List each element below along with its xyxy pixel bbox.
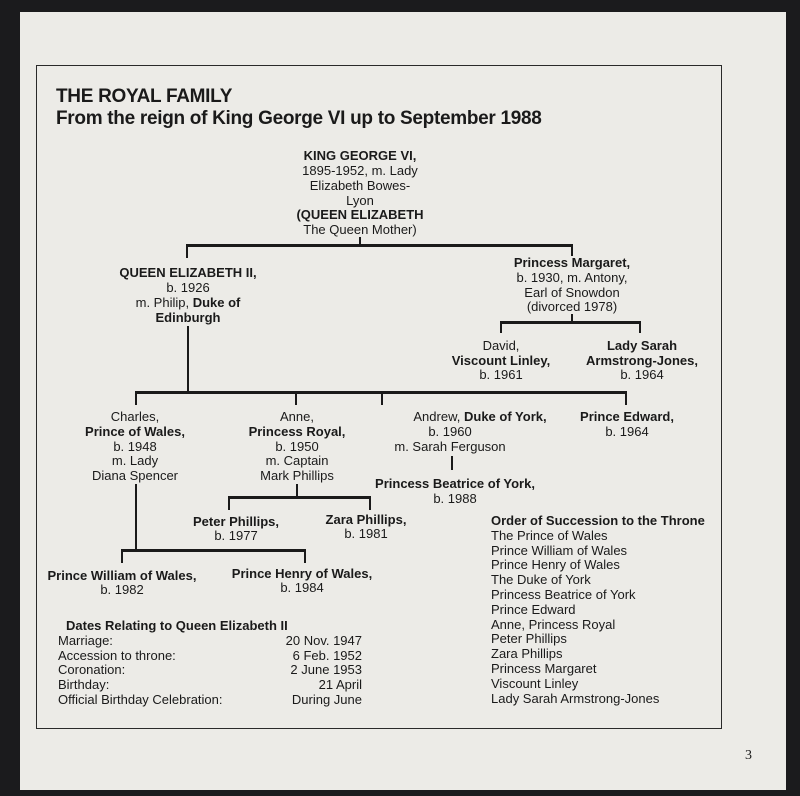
tree-line [639, 321, 641, 333]
list-item: Anne, Princess Royal [491, 616, 616, 632]
list-item: Lady Sarah Armstrong-Jones [491, 690, 660, 706]
tree-line [451, 456, 453, 470]
list-item: Princess Beatrice of York [491, 586, 636, 602]
list-item: Prince Edward [491, 601, 576, 617]
tree-line [228, 496, 230, 510]
tree-line [187, 326, 189, 394]
page-subtitle: From the reign of King George VI up to September 1988 [56, 108, 542, 129]
tree-line [135, 484, 137, 552]
tree-line [304, 549, 306, 563]
list-item: Peter Phillips [491, 631, 567, 647]
tree-line [369, 496, 371, 510]
dates-row: Birthday: 21 April [58, 677, 362, 693]
tree-line [135, 391, 137, 405]
dates-row: Accession to throne: 6 Feb. 1952 [58, 647, 362, 663]
page-title: THE ROYAL FAMILY [56, 86, 233, 107]
dates-row: Coronation: 2 June 1953 [58, 662, 362, 678]
list-item: The Prince of Wales [491, 527, 608, 543]
page: THE ROYAL FAMILY From the reign of King George VI up to September 1988 KING GEORGE VI, 1895-1952, m. Lady Elizabeth Bowes- Lyon (QUEEN ELIZABETH The Queen Mother) QUEEN ELIZABETH II, b. 1926 m. Philip, Duke of Edinburgh Princess Margaret, b. 1930, m. Antony, Earl of Snowdon (divorced 1978) David, Viscount Linley, b. 1961 Lady Sarah Armstrong-Jones, b. 1964 Charles, Prince of Wales, b. 1948 m. Lady Diana Spencer Anne, Princess Royal, b. 1950 m. Captain Mark Phillips Andrew, Duke of York, b. 1960 m. Sarah Ferguson Prince Edward, b. 1964 Princess Beatrice of York, b. 1988 Peter Phillips, b. 1977 Zara Phillips, b. 1981 Prince William of Wales, b. 1982 Prince Henry of Wales, b. 1984 Dates Relating to Queen Elizabeth II Marriage: 20 Nov. 1947 Accession to throne: 6 Feb. 1952 Coronation: 2 June 1953 Birthday: 21 April Official Birthday Celebration: During June Order of Succession to the Throne The Prince of Wales Prince William of Wales Prince Henry of Wales The Duke of York Princess Beatrice of York Prince Edward Anne, Princess Royal Peter Phillips Zara Phillips Princess Margaret Viscount Linley Lady Sarah Armstrong-Jones 3 [20, 12, 786, 790]
tree-line [381, 391, 383, 405]
list-item: The Duke of York [491, 572, 591, 588]
list-item: Zara Phillips [491, 646, 563, 662]
succession-heading: Order of Succession to the Throne [491, 513, 705, 528]
list-item: Prince Henry of Wales [491, 557, 620, 573]
tree-line [186, 244, 573, 247]
list-item: Viscount Linley [491, 675, 579, 691]
tree-line [625, 391, 627, 405]
list-item: Princess Margaret [491, 660, 597, 676]
tree-line [121, 549, 123, 563]
dates-row: Official Birthday Celebration: During June [58, 691, 362, 707]
tree-line [500, 321, 641, 324]
dates-section [58, 619, 362, 708]
dates-row: Marriage: 20 Nov. 1947 [58, 632, 362, 648]
dates-heading: Dates Relating to Queen Elizabeth II [66, 618, 288, 633]
tree-line [500, 321, 502, 333]
tree-line [228, 496, 371, 499]
page-number: 3 [745, 748, 752, 763]
tree-line [186, 244, 188, 258]
tree-line [121, 549, 306, 552]
succession-section [491, 514, 705, 706]
tree-line [295, 391, 297, 405]
list-item: Prince William of Wales [491, 542, 628, 558]
